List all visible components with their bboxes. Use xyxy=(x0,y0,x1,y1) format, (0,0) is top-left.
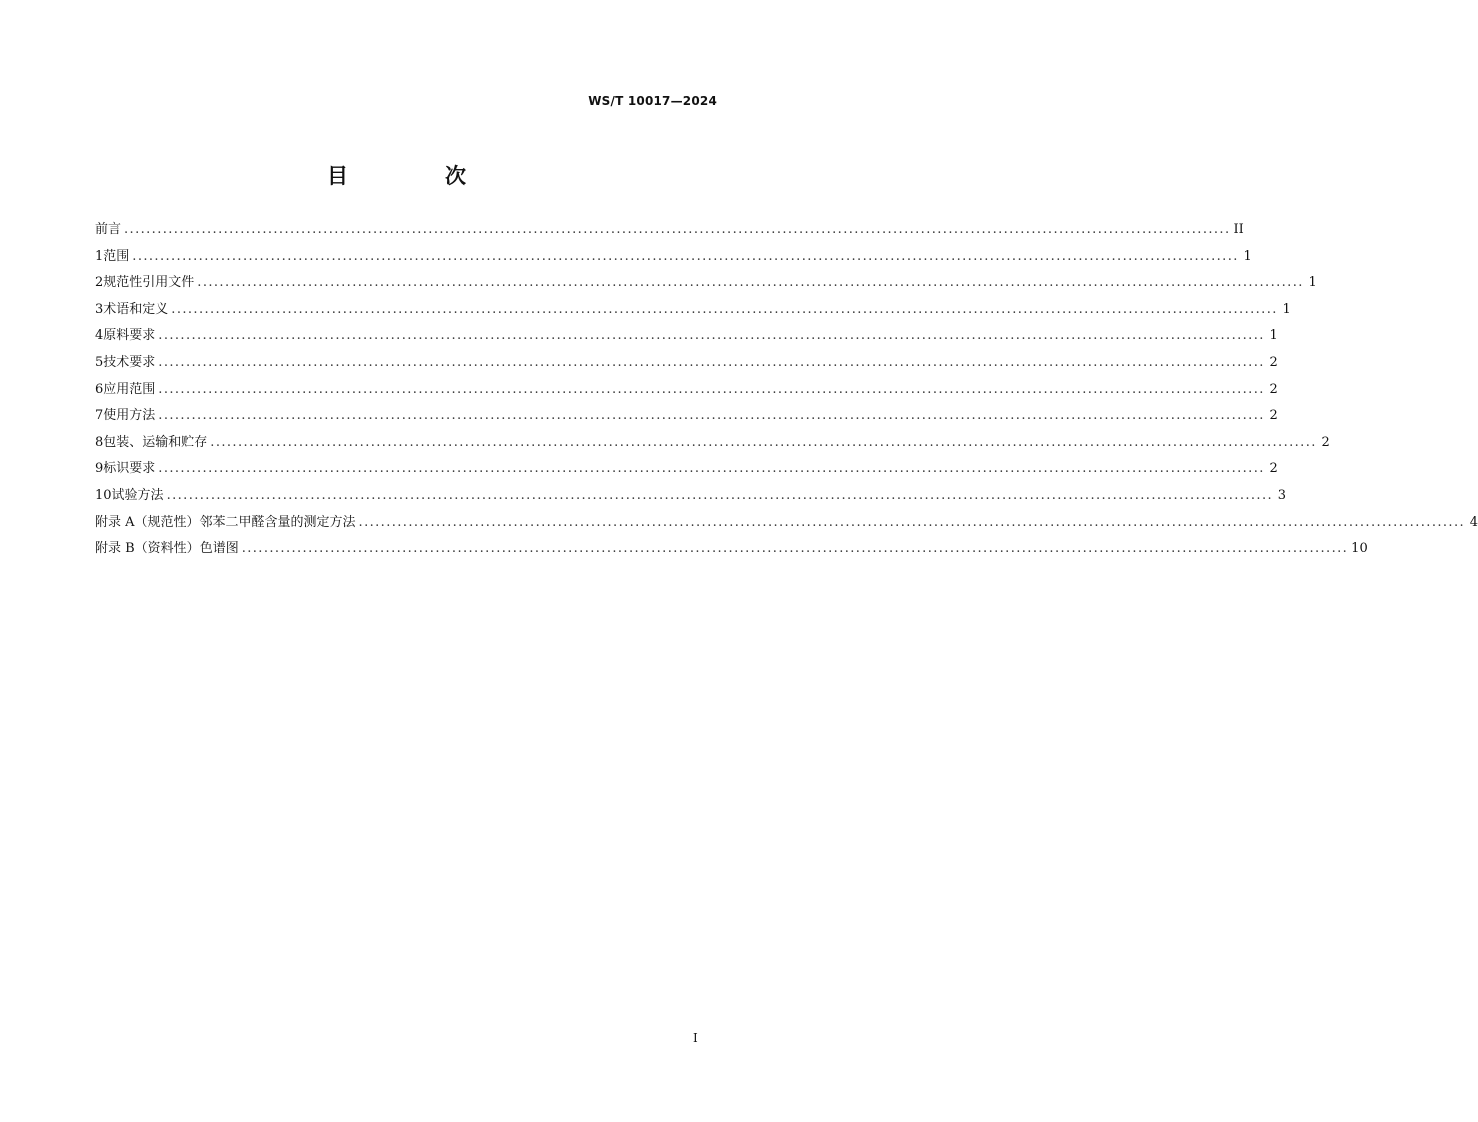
toc-leader-dots: ........................................................................................................................................................................................................ xyxy=(210,434,1317,450)
toc-leader-dots: ........................................................................................................................................................................................................ xyxy=(197,275,1304,291)
toc-entry-label: 前言 xyxy=(95,222,122,237)
toc-entry-label: 范围 xyxy=(103,248,130,264)
toc-entry-label: 色谱图 xyxy=(199,541,239,557)
toc-entry-page: 1 xyxy=(1243,248,1252,264)
toc-entry-number: 9 xyxy=(95,461,104,477)
toc-entry-7[interactable] xyxy=(95,404,1278,431)
toc-entry-label: 包装、运输和贮存 xyxy=(103,434,208,450)
toc-entry-foreword[interactable] xyxy=(95,218,1244,245)
toc-leader-dots: ........................................................................................................................................................................................................ xyxy=(132,248,1239,264)
toc-entry-2[interactable] xyxy=(95,271,1317,298)
toc-leader-dots: ........................................................................................................................................................................................................ xyxy=(158,408,1265,424)
toc-entry-10[interactable] xyxy=(95,484,1287,511)
toc-entry-page: 2 xyxy=(1269,381,1278,397)
toc-entry-label: 术语和定义 xyxy=(103,301,169,317)
toc-entry-number: 10 xyxy=(95,487,112,503)
toc-entry-6[interactable] xyxy=(95,378,1278,405)
toc-entry-9[interactable] xyxy=(95,457,1278,484)
toc-entry-appendix-b[interactable] xyxy=(95,537,1368,564)
toc-entry-label: 试验方法 xyxy=(111,487,164,503)
toc-entry-number: 8 xyxy=(95,434,104,450)
toc-entry-number: 1 xyxy=(95,248,104,264)
toc-entry-label: 使用方法 xyxy=(103,408,156,424)
toc-entry-label: 规范性引用文件 xyxy=(103,275,195,291)
toc-entry-page: 10 xyxy=(1351,541,1368,557)
toc-entry-appendix-a[interactable] xyxy=(95,511,1478,538)
toc-entry-label: 邻苯二甲醛含量的测定方法 xyxy=(199,514,356,530)
toc-entry-page: 1 xyxy=(1308,275,1317,291)
toc-entry-number: 3 xyxy=(95,301,104,317)
toc-leader-dots: ........................................................................................................................................................................................................ xyxy=(166,487,1274,503)
toc-entry-3[interactable] xyxy=(95,298,1291,325)
toc-entry-number: 6 xyxy=(95,381,104,397)
page-number: I xyxy=(693,1031,698,1045)
toc-entry-page: 1 xyxy=(1282,301,1291,317)
toc-leader-dots: ........................................................................................................................................................................................................ xyxy=(124,222,1231,237)
toc-entry-label: 原料要求 xyxy=(103,328,156,344)
toc-leader-dots: ........................................................................................................................................................................................................ xyxy=(241,541,1349,557)
toc-entry-page: 2 xyxy=(1269,461,1278,477)
toc-entry-page: 1 xyxy=(1269,328,1278,344)
toc-entry-page: 2 xyxy=(1269,354,1278,370)
toc-title: 目 次 xyxy=(327,164,504,188)
toc-entry-page: 4 xyxy=(1469,514,1478,530)
toc-entry-label: 标识要求 xyxy=(103,461,156,477)
toc-leader-dots: ........................................................................................................................................................................................................ xyxy=(158,328,1265,344)
toc-entry-4[interactable] xyxy=(95,324,1278,351)
toc-leader-dots: ........................................................................................................................................................................................................ xyxy=(358,514,1466,530)
toc-entry-number: 7 xyxy=(95,408,104,424)
toc-leader-dots: ........................................................................................................................................................................................................ xyxy=(158,461,1265,477)
appendix-tag: 附录 B（资料性） xyxy=(95,541,200,557)
table-of-contents xyxy=(95,218,1478,564)
toc-leader-dots: ........................................................................................................................................................................................................ xyxy=(171,301,1278,317)
toc-leader-dots: ........................................................................................................................................................................................................ xyxy=(158,381,1265,397)
toc-entry-8[interactable] xyxy=(95,431,1330,458)
toc-leader-dots: ........................................................................................................................................................................................................ xyxy=(158,354,1265,370)
toc-entry-number: 5 xyxy=(95,354,104,370)
toc-entry-number: 4 xyxy=(95,328,104,344)
toc-entry-5[interactable] xyxy=(95,351,1278,378)
standard-code: WS/T 10017—2024 xyxy=(588,94,717,108)
toc-entry-label: 应用范围 xyxy=(103,381,156,397)
toc-entry-page: II xyxy=(1233,222,1244,237)
appendix-tag: 附录 A（规范性） xyxy=(95,514,200,530)
toc-entry-label: 技术要求 xyxy=(103,354,156,370)
toc-entry-page: 3 xyxy=(1277,487,1287,503)
toc-entry-1[interactable] xyxy=(95,245,1252,272)
toc-entry-number: 2 xyxy=(95,275,104,291)
toc-entry-page: 2 xyxy=(1269,408,1278,424)
toc-entry-page: 2 xyxy=(1321,434,1330,450)
